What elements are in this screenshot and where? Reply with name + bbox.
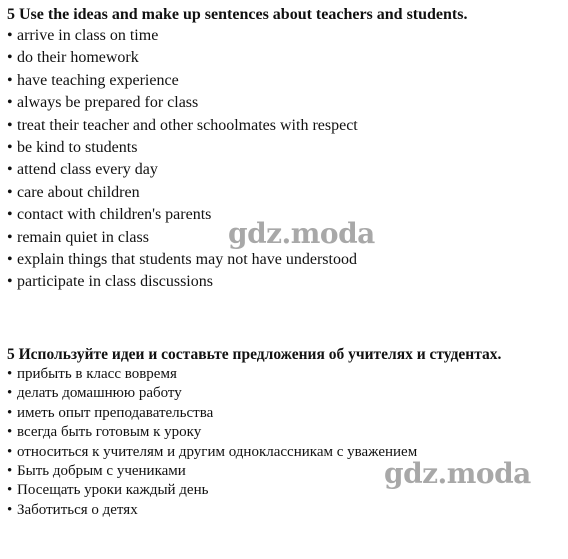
bullet-icon: • xyxy=(7,424,13,441)
bullet-icon: • xyxy=(7,49,13,67)
bullet-icon: • xyxy=(7,228,13,246)
list-item-text: иметь опыт преподавательства xyxy=(17,404,214,421)
list-item xyxy=(7,249,563,271)
bullet-icon: • xyxy=(7,94,13,112)
bullet-icon: • xyxy=(7,251,13,269)
list-item-text: participate in class discussions xyxy=(17,273,213,291)
list-item xyxy=(7,92,563,114)
list-item xyxy=(7,423,501,442)
bullet-icon: • xyxy=(7,71,13,89)
watermark-logo: gdz.moda xyxy=(384,457,531,490)
bullet-icon: • xyxy=(7,404,13,421)
list-item-text: explain things that students may not have understood xyxy=(17,251,357,269)
english-ideas-list xyxy=(7,25,563,294)
russian-ideas-list xyxy=(7,365,501,520)
bullet-icon: • xyxy=(7,366,13,382)
list-item xyxy=(7,384,501,403)
bullet-icon: • xyxy=(7,273,13,291)
list-item xyxy=(7,159,563,181)
list-item-text: contact with children's parents xyxy=(17,206,212,224)
bullet-icon: • xyxy=(7,161,13,179)
russian-exercise-title: 5 Используйте идеи и составьте предложения об учителях и студентах. xyxy=(7,346,502,363)
list-item-text: do their homework xyxy=(17,49,139,67)
bullet-icon: • xyxy=(7,443,13,460)
list-item-text: always be prepared for class xyxy=(17,94,199,112)
list-item-text: делать домашнюю работу xyxy=(17,385,182,402)
list-item-text: be kind to students xyxy=(17,139,138,157)
bullet-icon: • xyxy=(7,463,13,480)
bullet-icon: • xyxy=(7,206,13,224)
bullet-icon: • xyxy=(7,139,13,157)
list-item xyxy=(7,115,563,137)
english-exercise-title: 5 Use the ideas and make up sentences about teachers and students. xyxy=(7,6,468,23)
list-item-text: всегда быть готовым к уроку xyxy=(17,424,202,441)
list-item-text: attend class every day xyxy=(17,161,158,179)
watermark-logo: gdz.moda xyxy=(228,217,375,250)
bullet-icon: • xyxy=(7,183,13,201)
list-item-text: Заботиться о детях xyxy=(17,501,138,518)
russian-section xyxy=(7,344,501,520)
list-item xyxy=(7,271,563,293)
list-item xyxy=(7,25,563,47)
bullet-icon: • xyxy=(7,116,13,134)
list-item-text: относиться к учителям и другим одноклассникам с уважением xyxy=(17,443,418,460)
list-item xyxy=(7,365,501,384)
list-item-text: remain quiet in class xyxy=(17,228,149,246)
english-section xyxy=(7,4,563,294)
list-item-text: Быть добрым с учениками xyxy=(17,463,186,480)
list-item-text: arrive in class on time xyxy=(17,27,159,44)
list-item-text: прибыть в класс вовремя xyxy=(17,366,177,382)
list-item-text: care about children xyxy=(17,183,140,201)
list-item-text: have teaching experience xyxy=(17,71,179,89)
bullet-icon: • xyxy=(7,501,13,518)
list-item-text: treat their teacher and other schoolmates with respect xyxy=(17,116,358,134)
list-item xyxy=(7,404,501,423)
list-item xyxy=(7,70,563,92)
list-item xyxy=(7,47,563,69)
list-item xyxy=(7,137,563,159)
list-item xyxy=(7,182,563,204)
bullet-icon: • xyxy=(7,482,13,499)
bullet-icon: • xyxy=(7,385,13,402)
list-item-text: Посещать уроки каждый день xyxy=(17,482,209,499)
bullet-icon: • xyxy=(7,27,13,44)
list-item xyxy=(7,501,501,520)
